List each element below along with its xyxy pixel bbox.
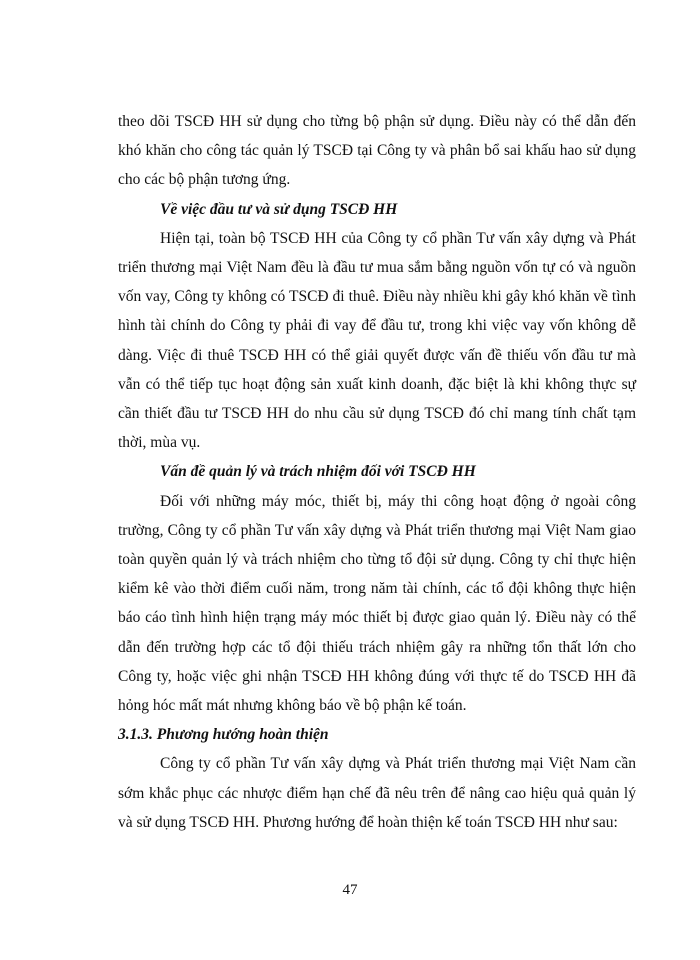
subheading-management-responsibility: Vấn đề quản lý và trách nhiệm đối với TSCĐ HH bbox=[160, 463, 476, 481]
paragraph-continued-tracking: theo dõi TSCĐ HH sử dụng cho từng bộ phận sử dụng. Điều này có thể dẫn đến khó khăn cho công tác quản lý TSCĐ tại Công ty và phân bổ sai khấu hao sử dụng cho các bộ phận tương ứng. bbox=[118, 113, 636, 189]
paragraph-investment-usage: Hiện tại, toàn bộ TSCĐ HH của Công ty cổ phần Tư vấn xây dựng và Phát triển thương mại Việt Nam đều là đầu tư mua sắm bằng nguồn vốn tự có và nguồn vốn vay, Công ty không có TSCĐ đi thuê. Điều này nhiều khi gây khó khăn về tình hình tài chính do Công ty phải đi vay để đầu tư, trong khi việc vay vốn không dễ dàng. Việc đi thuê TSCĐ HH có thể giải quyết được vấn đề thiếu vốn đầu tư mà vẫn có thể tiếp tục hoạt động sản xuất kinh doanh, đặc biệt là khi không thực sự cần thiết đầu tư TSCĐ HH do nhu cầu sử dụng TSCĐ đó chỉ mang tính chất tạm thời, mùa vụ. bbox=[118, 229, 636, 452]
page-number: 47 bbox=[342, 882, 358, 898]
section-heading-improvement-direction: 3.1.3. Phương hướng hoàn thiện bbox=[118, 726, 329, 744]
paragraph-management-responsibility: Đối với những máy móc, thiết bị, máy thi công hoạt động ở ngoài công trường, Công ty cổ phần Tư vấn xây dựng và Phát triển thương mại Việt Nam giao toàn quyền quản lý và trách nhiệm cho từng tổ đội sử dụng. Công ty chỉ thực hiện kiểm kê vào thời điểm cuối năm, trong năm tài chính, các tổ đội không thực hiện báo cáo tình hình hiện trạng máy móc thiết bị được giao quản lý. Điều này có thể dẫn đến trường hợp các tổ đội thiếu trách nhiệm gây ra những tổn thất lớn cho Công ty, hoặc việc ghi nhận TSCĐ HH không đúng với thực tế do TSCĐ HH đã hỏng hóc mất mát nhưng không báo về bộ phận kế toán. bbox=[118, 492, 636, 715]
subheading-investment-usage: Về việc đầu tư và sử dụng TSCĐ HH bbox=[160, 200, 398, 218]
page-body bbox=[118, 107, 636, 837]
paragraph-improvement-direction: Công ty cổ phần Tư vấn xây dựng và Phát triển thương mại Việt Nam cần sớm khắc phục các nhược điểm hạn chế đã nêu trên để nâng cao hiệu quả quản lý và sử dụng TSCĐ HH. Phương hướng để hoàn thiện kế toán TSCĐ HH như sau: bbox=[118, 755, 636, 831]
